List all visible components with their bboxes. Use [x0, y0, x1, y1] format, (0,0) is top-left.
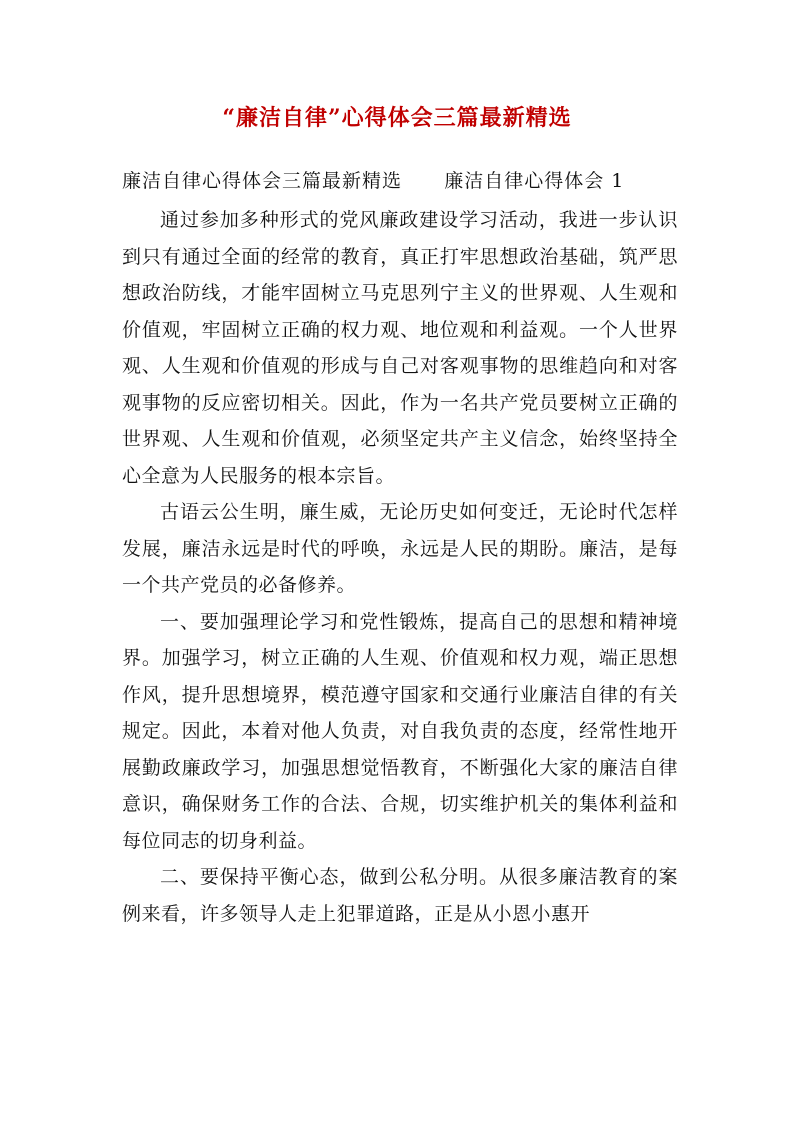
document-subtitle: 廉洁自律心得体会三篇最新精选 廉洁自律心得体会 1 — [122, 170, 625, 192]
paragraph: 通过参加多种形式的党风廉政建设学习活动，我进一步认识到只有通过全面的经常的教育，真正打牢思想政治基础，筑严思想政治防线，才能牢固树立马克思列宁主义的世界观、人生观和价值观，牢固树立正确的权力观、地位观和利益观。一个人世界观、人生观和价值观的形成与自己对客观事物的思维趋向和对客观事物的反应密切相关。因此，作为一名共产党员要树立正确的世界观、人生观和价值观，必须坚定共产主义信念，始终坚持全心全意为人民服务的根本宗旨。 — [122, 209, 678, 487]
paragraph: 一、要加强理论学习和党性锻炼，提高自己的思想和精神境界。加强学习，树立正确的人生观、价值观和权力观，端正思想作风，提升思想境界，模范遵守国家和交通行业廉洁自律的有关规定。因此，本着对他人负责，对自我负责的态度，经常性地开展勤政廉政学习，加强思想觉悟教育，不断强化大家的廉洁自律意识，确保财务工作的合法、合规，切实维护机关的集体利益和每位同志的切身利益。 — [122, 610, 678, 852]
paragraph: 古语云公生明，廉生威，无论历史如何变迁，无论时代怎样发展，廉洁永远是时代的呼唤，永远是人民的期盼。廉洁，是每一个共产党员的必备修养。 — [122, 501, 678, 596]
paragraph: 二、要保持平衡心态，做到公私分明。从很多廉洁教育的案例来看，许多领导人走上犯罪道路，正是从小恩小惠开 — [122, 866, 678, 925]
document-body — [122, 202, 678, 932]
document-title: “廉洁自律”心得体会三篇最新精选 — [222, 105, 572, 131]
